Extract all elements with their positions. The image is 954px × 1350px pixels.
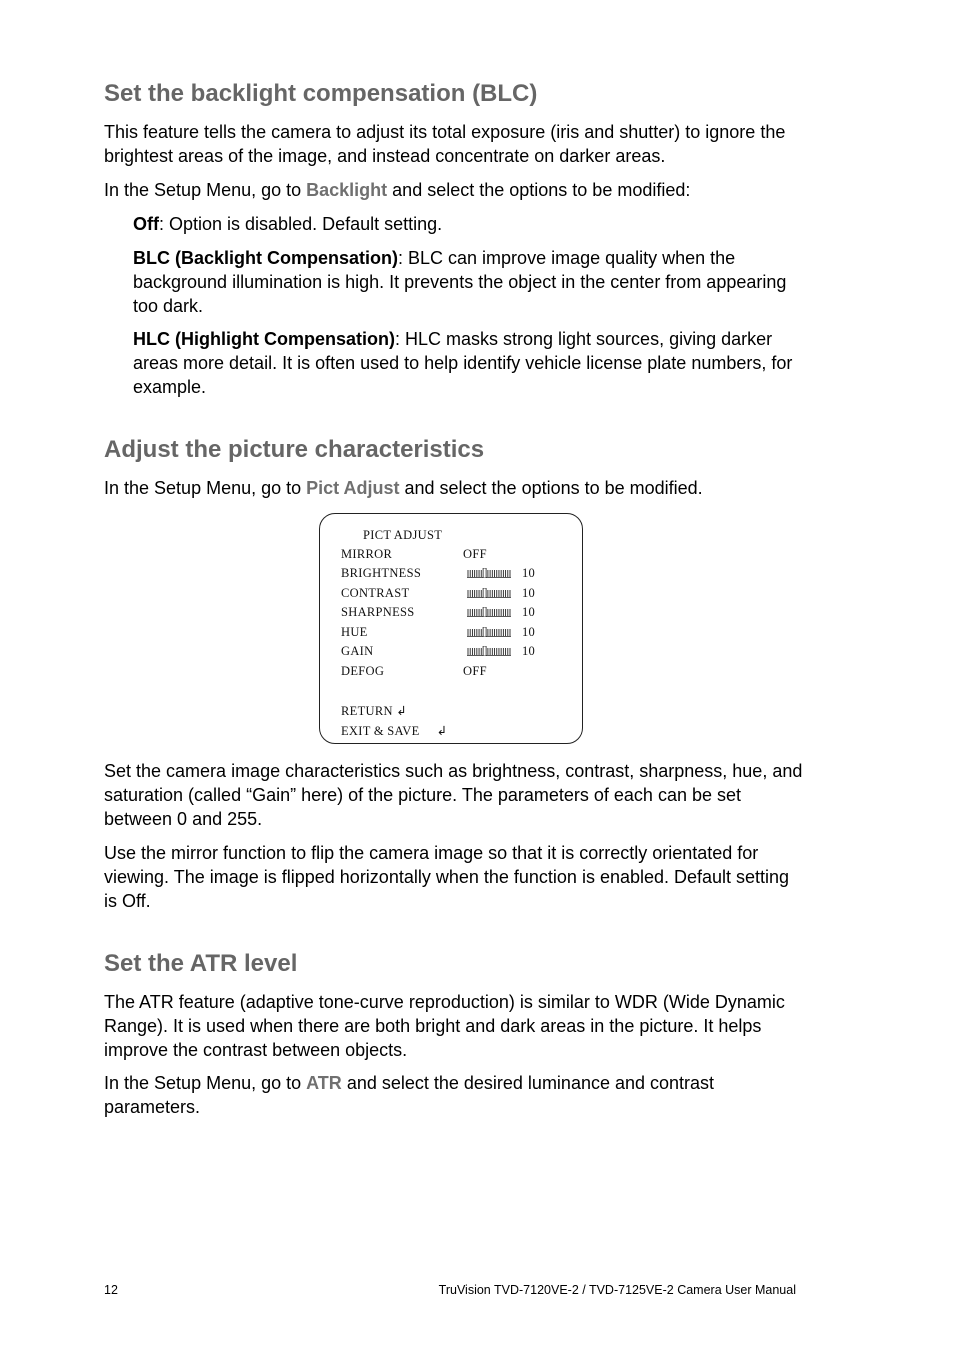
osd-gain-slider [467, 646, 511, 656]
osd-gain-label: GAIN [341, 644, 374, 658]
atr-keyword: ATR [306, 1073, 342, 1093]
option-blc: BLC (Backlight Compensation): BLC can improve image quality when the background illumination is high. It prevents the object in the center from appearing too dark. [133, 248, 787, 316]
pict-para-characteristics: Set the camera image characteristics such as brightness, contrast, sharpness, hue, and saturation (called “Gain” here) of the picture. The parameters of each can be set between 0 and 255. [104, 761, 803, 829]
osd-defog-value: OFF [463, 664, 487, 678]
osd-brightness-value: 10 [522, 566, 536, 580]
option-off: Off: Option is disabled. Default setting. [133, 214, 443, 234]
pict-para-mirror: Use the mirror function to flip the camera image so that it is correctly orientated for viewing. The image is flipped horizontally when the function is enabled. Default setting is Off. [104, 843, 790, 911]
osd-mirror-label: MIRROR [341, 547, 393, 561]
slider-indicator [483, 588, 486, 598]
atr-para: The ATR feature (adaptive tone-curve reproduction) is similar to WDR (Wide Dynamic Range). It is used when there are both bright and dark areas in the picture. It helps improve the contrast between objects. [104, 992, 785, 1060]
pict-adjust-keyword: Pict Adjust [306, 478, 400, 498]
footer-page-number: 12 [104, 1283, 118, 1297]
blc-menu-instruction: In the Setup Menu, go to Backlight and select the options to be modified: [104, 180, 691, 200]
osd-gain-value: 10 [522, 644, 536, 658]
pict-menu-instruction: In the Setup Menu, go to Pict Adjust and select the options to be modified. [104, 478, 703, 498]
osd-defog-label: DEFOG [341, 664, 385, 678]
slider-indicator [483, 607, 486, 617]
off-term: Off [133, 214, 159, 234]
osd-contrast-slider [467, 588, 511, 598]
osd-sharpness-label: SHARPNESS [341, 605, 415, 619]
slider-indicator [483, 627, 486, 637]
osd-return-item: RETURN ↲ [341, 704, 408, 718]
heading-picture: Adjust the picture characteristics [104, 436, 485, 463]
osd-hue-slider [467, 627, 511, 637]
blc-term: BLC (Backlight Compensation) [133, 248, 399, 268]
enter-icon: ↲ [436, 724, 448, 738]
blc-intro: This feature tells the camera to adjust its total exposure (iris and shutter) to ignore the brightest areas of the image, and instead concentrate on darker areas. [104, 122, 786, 166]
footer-manual-title: TruVision TVD-7120VE-2 / TVD-7125VE-2 Camera User Manual [438, 1283, 796, 1297]
option-hlc: HLC (Highlight Compensation): HLC masks strong light sources, giving darker areas more detail. It is often used to help identify vehicle license plate numbers, for example. [133, 329, 793, 397]
heading-blc: Set the backlight compensation (BLC) [104, 80, 538, 107]
osd-mirror-value: OFF [463, 547, 487, 561]
osd-sharpness-value: 10 [522, 605, 536, 619]
osd-title: PICT ADJUST [363, 528, 443, 542]
osd-exit-save-item: EXIT & SAVE ↲ [341, 724, 448, 738]
slider-indicator [483, 568, 486, 578]
hlc-term: HLC (Highlight Compensation) [133, 329, 395, 349]
osd-hue-label: HUE [341, 625, 368, 639]
osd-hue-value: 10 [522, 625, 536, 639]
osd-contrast-value: 10 [522, 586, 536, 600]
osd-contrast-label: CONTRAST [341, 586, 410, 600]
osd-sharpness-slider [467, 607, 511, 617]
atr-menu-instruction: In the Setup Menu, go to ATR and select the desired luminance and contrast parameters. [104, 1073, 715, 1117]
backlight-keyword: Backlight [306, 180, 388, 200]
heading-atr: Set the ATR level [104, 950, 298, 977]
osd-brightness-label: BRIGHTNESS [341, 566, 422, 580]
osd-brightness-slider [467, 568, 511, 578]
enter-icon: ↲ [396, 704, 408, 718]
pict-adjust-osd-menu [319, 513, 583, 744]
slider-indicator [483, 646, 486, 656]
